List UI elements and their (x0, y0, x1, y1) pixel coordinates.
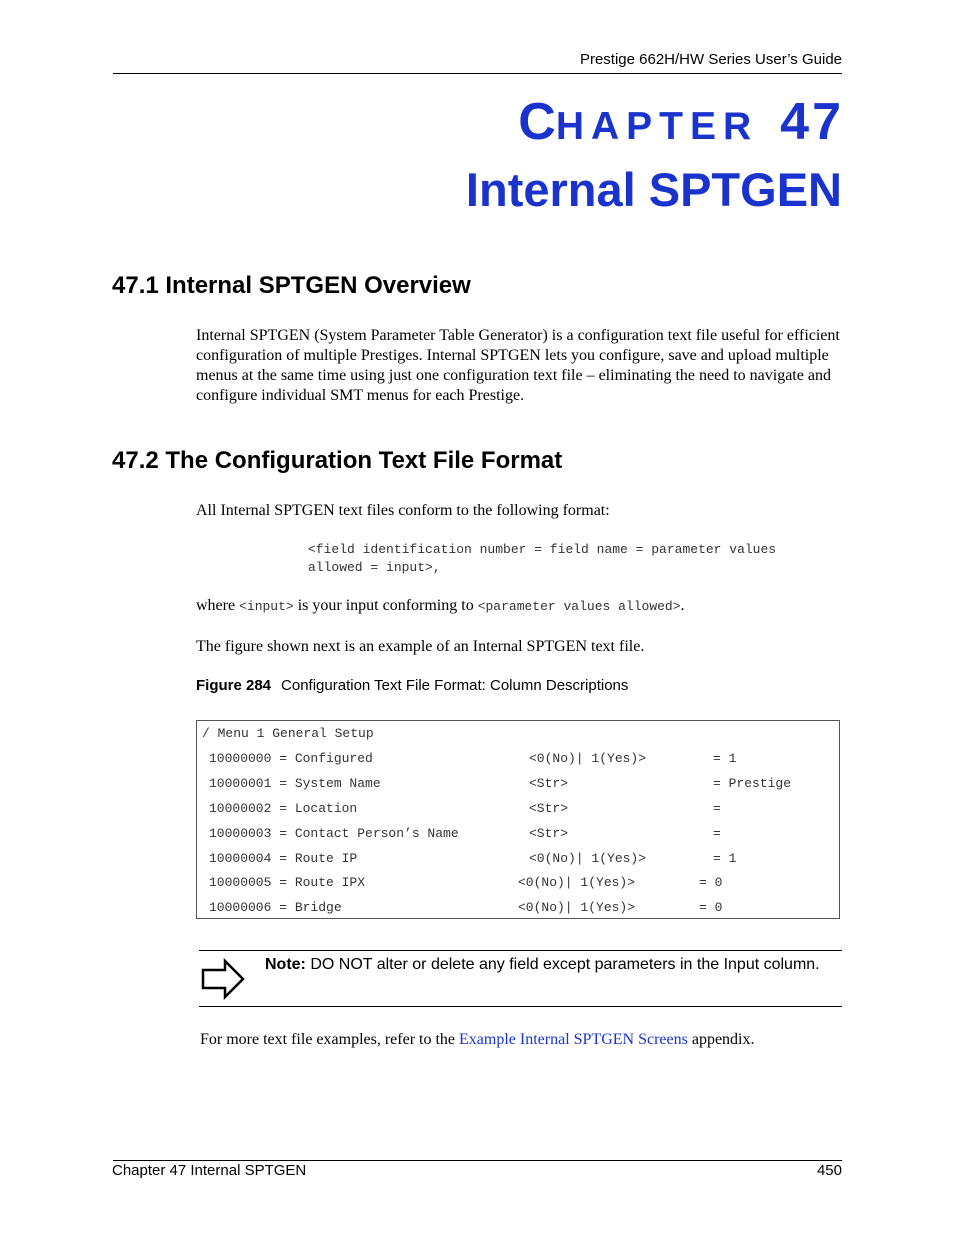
chapter-number: 47 (780, 93, 844, 151)
config-input: = 0 (699, 900, 723, 915)
config-allowed: <0(No)| 1(Yes)> (518, 900, 636, 915)
config-field: 10000004 = Route IP (209, 851, 358, 866)
config-field: 10000000 = Configured (209, 751, 373, 766)
where-middle: is your input conforming to (293, 597, 478, 614)
config-input: = (713, 826, 721, 841)
format-code-line: allowed = input>, (308, 560, 441, 575)
more-examples-paragraph (200, 1030, 755, 1050)
where-paragraph (196, 596, 846, 617)
where-suffix: . (680, 597, 685, 614)
section-heading-format: 47.2 The Configuration Text File Format (112, 447, 563, 474)
footer-rule (113, 1160, 842, 1161)
config-allowed: <Str> (529, 801, 569, 816)
format-code-block (308, 541, 776, 577)
config-input: = 1 (713, 851, 737, 866)
config-input: = (713, 801, 721, 816)
figure-caption-text: Configuration Text File Format: Column Descriptions (281, 677, 629, 694)
chapter-title: Internal SPTGEN (465, 163, 842, 216)
where-prefix: where (196, 597, 240, 614)
footer-chapter: Chapter 47 Internal SPTGEN (112, 1162, 307, 1179)
more-prefix: For more text file examples, refer to the (200, 1031, 460, 1048)
config-input: = 0 (699, 875, 723, 890)
config-field: 10000003 = Contact Person’s Name (209, 826, 459, 841)
figure-intro-paragraph: The figure shown next is an example of an Internal SPTGEN text file. (196, 638, 645, 655)
where-code-input: <input> (239, 599, 294, 614)
config-field: 10000001 = System Name (209, 776, 381, 791)
note-top-rule (199, 950, 842, 951)
config-allowed: <Str> (529, 826, 569, 841)
config-field: 10000005 = Route IPX (209, 875, 366, 890)
config-allowed: <Str> (529, 776, 569, 791)
config-input: = 1 (713, 751, 737, 766)
config-input: = Prestige (713, 776, 792, 791)
overview-paragraph: Internal SPTGEN (System Parameter Table Generator) is a configuration text file useful for efficient configuration of multiple Prestiges. Internal SPTGEN lets you configure, save and upload multiple menus at the same time using just one configuration text file – eliminating the need to navigate and configure individual SMT menus for each Prestige. (196, 327, 840, 404)
note-arrow-icon (201, 958, 245, 1000)
config-header-line: / Menu 1 General Setup (202, 726, 374, 741)
config-allowed: <0(No)| 1(Yes)> (518, 875, 636, 890)
figure-label: Figure 284 (196, 677, 272, 694)
config-text-box (196, 720, 840, 919)
config-allowed: <0(No)| 1(Yes)> (529, 851, 647, 866)
page-number: 450 (816, 1162, 842, 1179)
chapter-label (518, 93, 844, 151)
note-label: Note: (265, 956, 306, 973)
format-code-line: <field identification number = field name = parameter values (308, 542, 777, 557)
format-intro-paragraph: All Internal SPTGEN text files conform to the following format: (196, 502, 610, 519)
section-heading-overview: 47.1 Internal SPTGEN Overview (112, 272, 471, 299)
config-field: 10000002 = Location (209, 801, 358, 816)
config-allowed: <0(No)| 1(Yes)> (529, 751, 647, 766)
header-rule (113, 73, 842, 74)
note-text (265, 955, 835, 975)
more-suffix: appendix. (687, 1031, 755, 1048)
chapter-label-initial: C (518, 93, 556, 151)
example-screens-link[interactable]: Example Internal SPTGEN Screens (459, 1031, 688, 1048)
chapter-label-rest: HAPTER (555, 105, 759, 148)
figure-caption (196, 677, 628, 694)
where-code-allowed: <parameter values allowed> (477, 599, 681, 614)
note-bottom-rule (199, 1006, 842, 1007)
config-field: 10000006 = Bridge (209, 900, 342, 915)
note-body: DO NOT alter or delete any field except parameters in the Input column. (305, 956, 820, 973)
running-header: Prestige 662H/HW Series User’s Guide (579, 51, 842, 68)
